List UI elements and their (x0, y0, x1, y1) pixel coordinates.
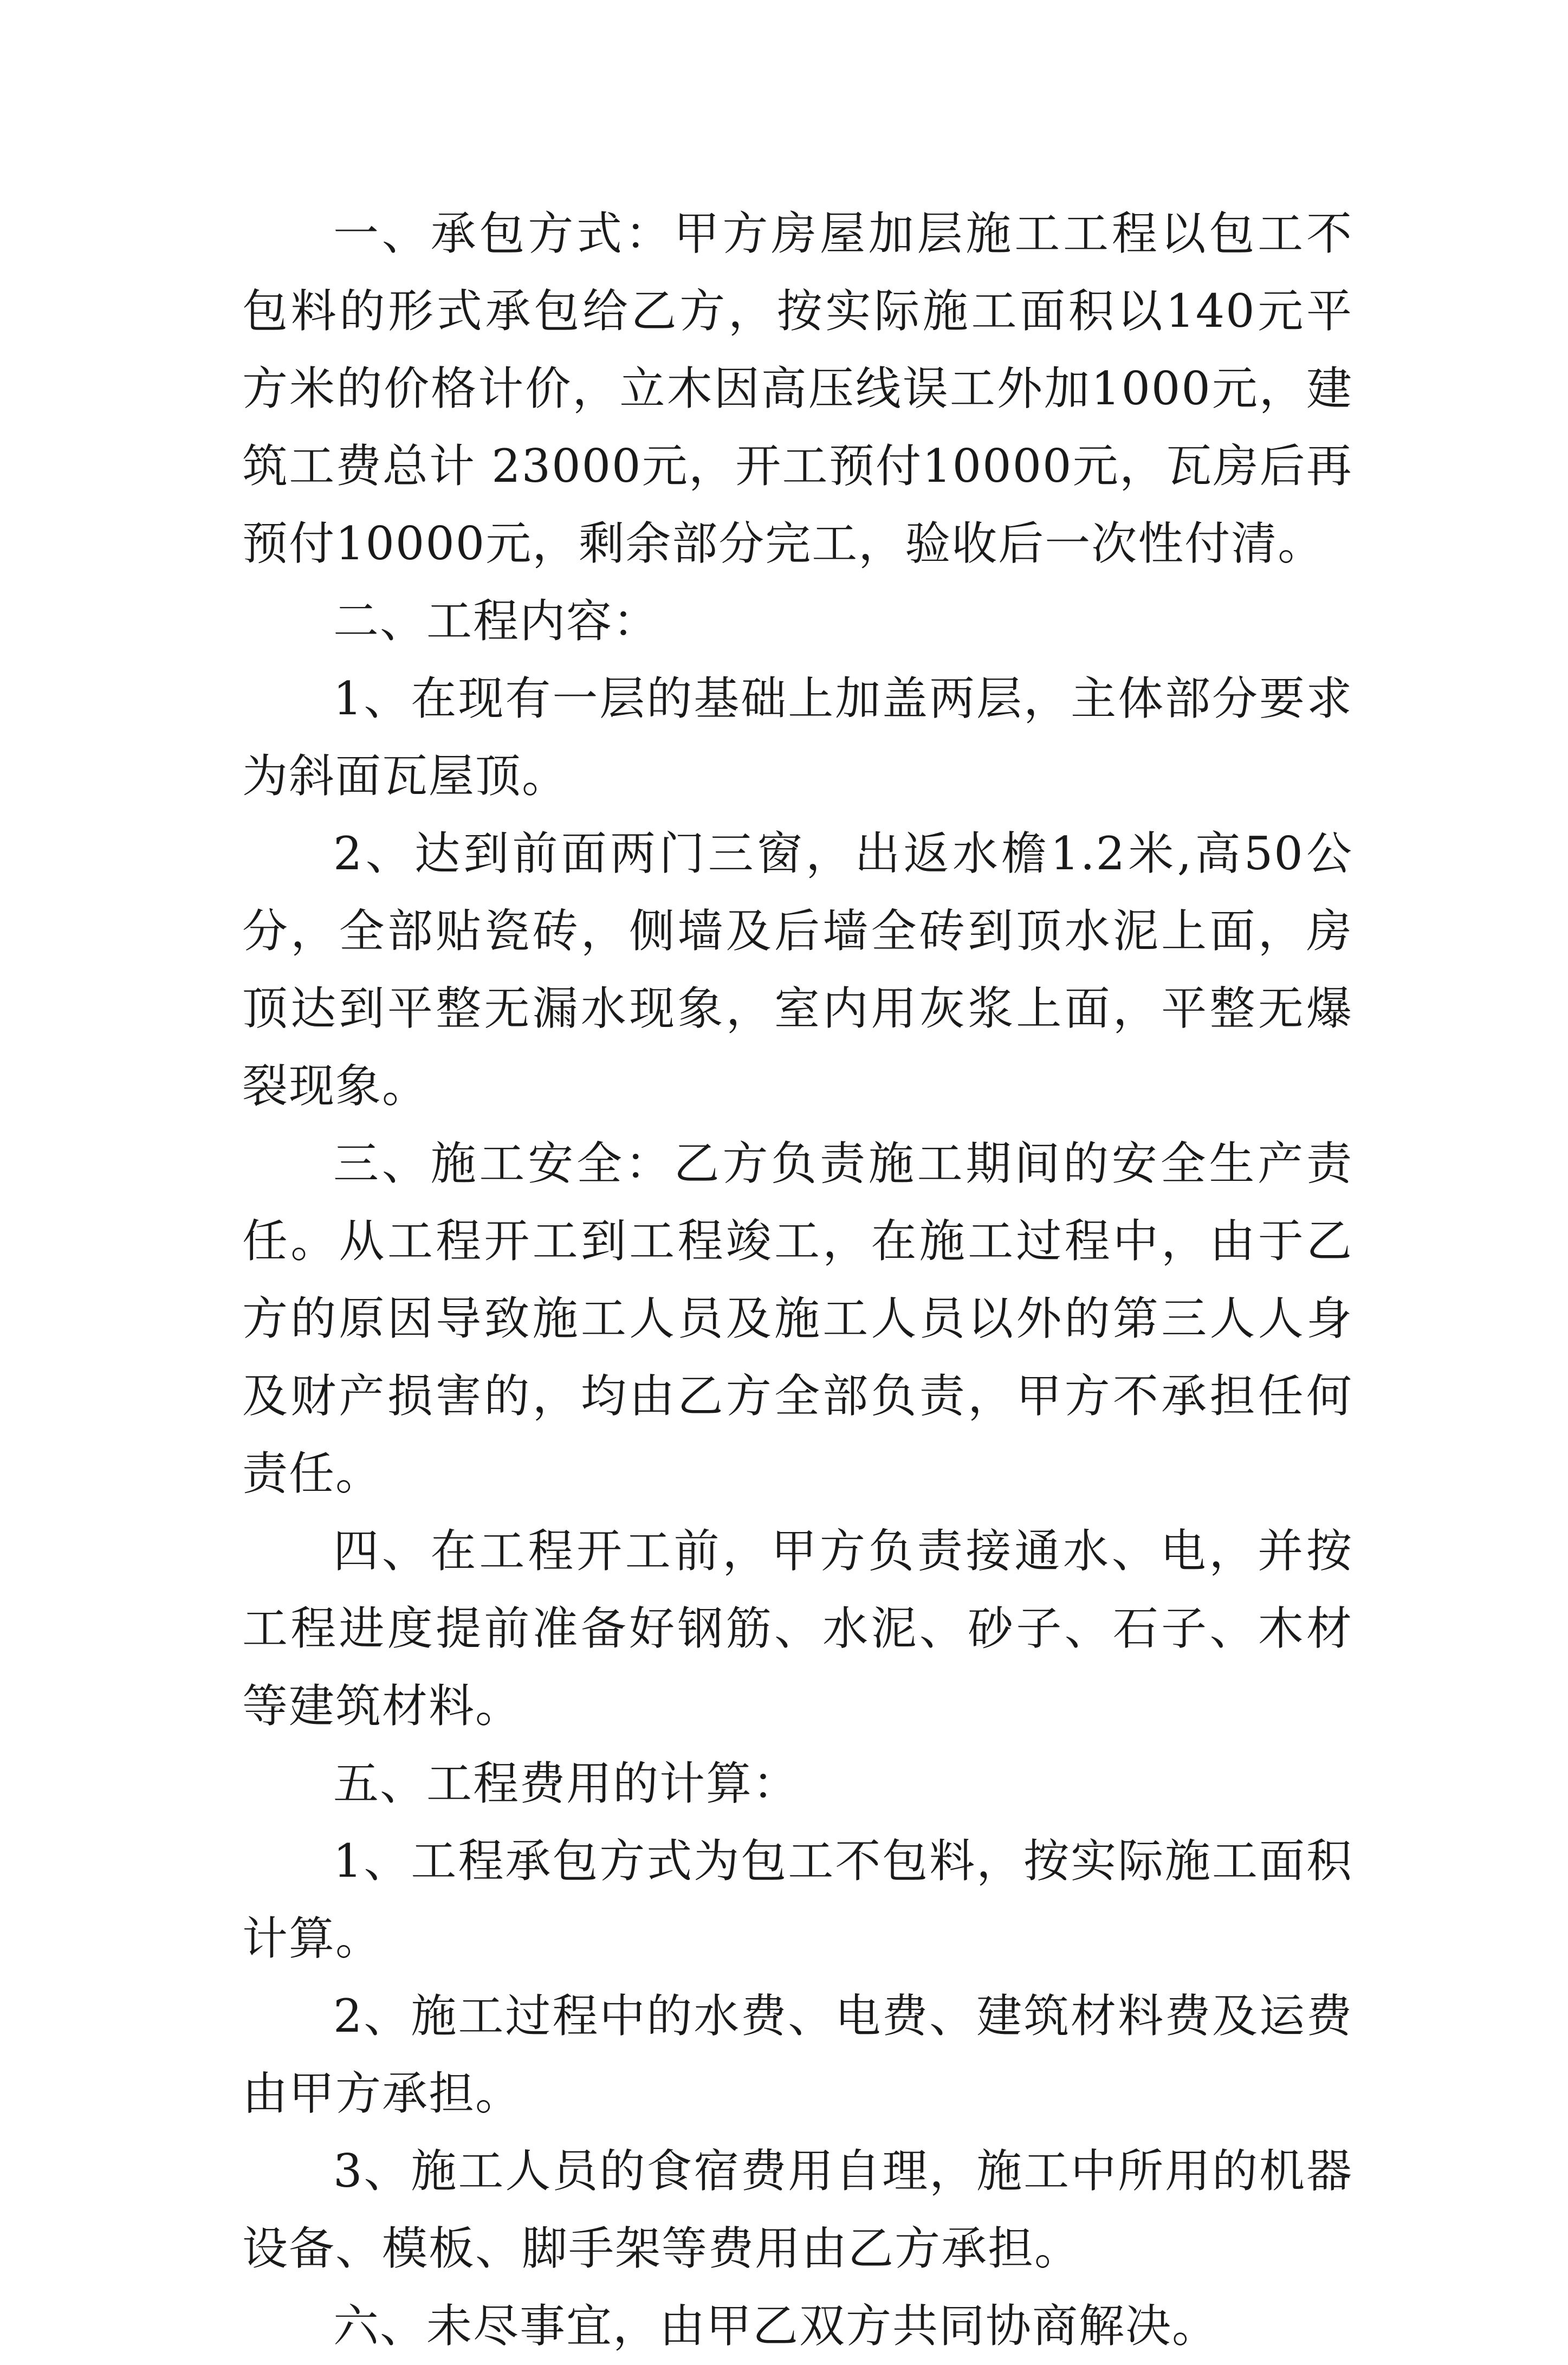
paragraph-other-matters: 六、未尽事宜，由甲乙双方共同协商解决。 (333, 2299, 1219, 2353)
paragraph-project-content-heading: 二、工程内容： (333, 595, 660, 648)
paragraph-cost-item-1: 1、工程承包方式为包工不包料，按实际施工面积计算。 (242, 1834, 1353, 1965)
paragraph-content-item-2: 2、达到前面两门三窗，出返水檐1.2米,高50公分，全部贴瓷砖，侧墙及后墙全砖到顶水泥上面，房顶达到平整无漏水现象，室内用灰浆上面，平整无爆裂现象。 (242, 827, 1353, 1113)
paragraph-pre-construction: 四、在工程开工前，甲方负责接通水、电，并按工程进度提前准备好钢筋、水泥、砂子、石子、木材等建筑材料。 (242, 1524, 1353, 1733)
document-body (242, 195, 1353, 2365)
paragraph-contract-method: 一、承包方式：甲方房屋加层施工工程以包工不包料的形式承包给乙方，按实际施工面积以140元平方米的价格计价，立木因高压线误工外加1000元，建筑工费总计 23000元，开工预付10000元，瓦房后再预付10000元，剩余部分完工，验收后一次性付清。 (242, 207, 1353, 570)
paragraph-cost-item-3: 3、施工人员的食宿费用自理，施工中所用的机器设备、模板、脚手架等费用由乙方承担。 (242, 2144, 1353, 2275)
paragraph-cost-item-2: 2、施工过程中的水费、电费、建筑材料费及运费由甲方承担。 (242, 1989, 1353, 2120)
paragraph-cost-heading: 五、工程费用的计算： (333, 1757, 800, 1810)
paragraph-construction-safety: 三、施工安全：乙方负责施工期间的安全生产责任。从工程开工到工程竣工，在施工过程中，由于乙方的原因导致施工人员及施工人员以外的第三人人身及财产损害的，均由乙方全部负责，甲方不承担任何责任。 (242, 1137, 1353, 1500)
paragraph-content-item-1: 1、在现有一层的基础上加盖两层，主体部分要求为斜面瓦屋顶。 (242, 672, 1353, 803)
